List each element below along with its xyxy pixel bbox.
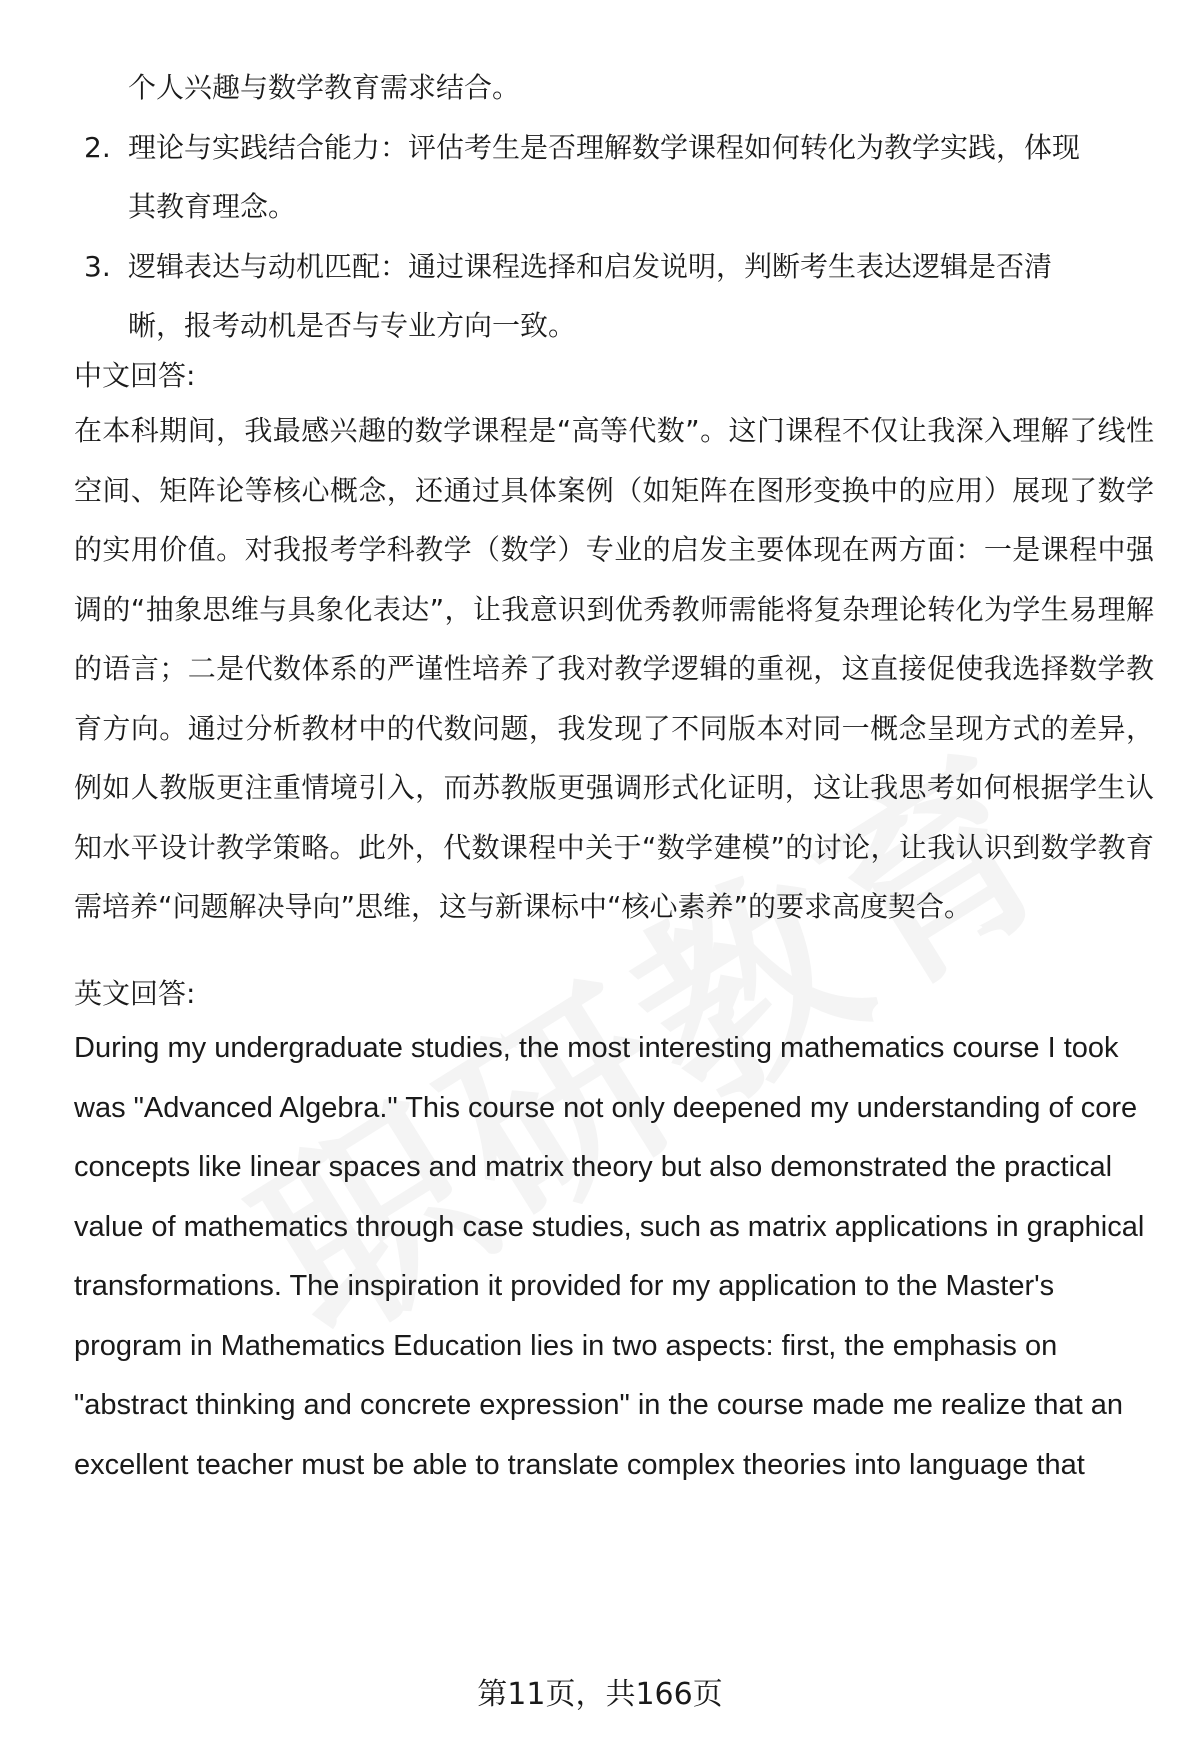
english-answer-body: During my undergraduate studies, the most interesting mathematics course I took was "Advanced Algebra." This course not only deepened my understanding of core concepts like linear spaces and matrix theory but also demonstrated the practical value of mathematics through case studies, such as matrix applications in graphical transformations. The inspiration it provided for my application to the Master's program in Mathematics Education lies in two aspects: first, the emphasis on "abstract thinking and concrete expression" in the course made me realize that an excellent teacher must be able to translate complex theories into language that xyxy=(74,1032,1145,1481)
list-item-text: 理论与实践结合能力：评估考生是否理解数学课程如何转化为教学实践，体现 xyxy=(128,130,1081,164)
list-continuation-line: 个人兴趣与数学教育需求结合。 xyxy=(128,71,521,104)
list-number: 3. xyxy=(84,249,111,283)
list-item-text: 其教育理念。 xyxy=(128,190,297,223)
criteria-list xyxy=(74,58,1154,356)
page-number: 第11页，共166页 xyxy=(477,1677,723,1712)
list-item-2 xyxy=(74,118,1154,237)
chinese-answer-heading: 中文回答: xyxy=(74,359,196,392)
list-item-3 xyxy=(74,237,1154,356)
list-item-text: 逻辑表达与动机匹配：通过课程选择和启发说明，判断考生表达逻辑是否清 xyxy=(128,249,1053,283)
chinese-answer-body: 在本科期间，我最感兴趣的数学课程是“高等代数”。这门课程不仅让我深入理解了线性空间、矩阵论等核心概念，还通过具体案例（如矩阵在图形变换中的应用）展现了数学的实用价值。对我报考学科教学（数学）专业的启发主要体现在两方面：一是课程中强调的“抽象思维与具象化表达”，让我意识到优秀教师需能将复杂理论转化为学生易理解的语言；二是代数体系的严谨性培养了我对教学逻辑的重视，这直接促使我选择数学教育方向。通过分析教材中的代数问题，我发现了不同版本对同一概念呈现方式的差异，例如人教版更注重情境引入，而苏教版更强调形式化证明，这让我思考如何根据学生认知水平设计教学策略。此外，代数课程中关于“数学建模”的讨论，让我认识到数学教育需培养“问题解决导向”思维，这与新课标中“核心素养”的要求高度契合。 xyxy=(74,414,1154,923)
list-number: 2. xyxy=(84,130,111,164)
english-answer-heading: 英文回答: xyxy=(74,977,196,1010)
list-item-text: 晰，报考动机是否与专业方向一致。 xyxy=(128,309,577,342)
